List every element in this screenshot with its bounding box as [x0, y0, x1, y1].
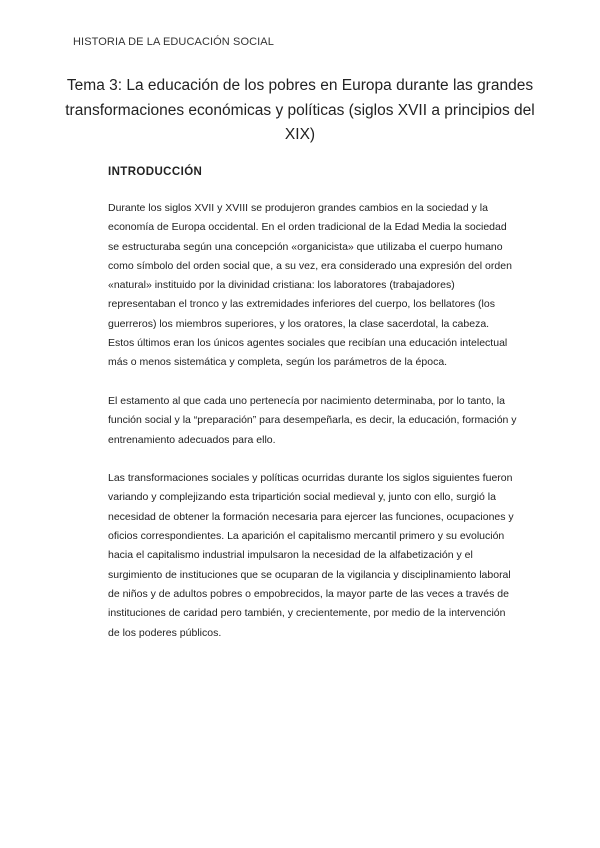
body-text — [108, 199, 518, 662]
paragraph: Durante los siglos XVII y XVIII se produjeron grandes cambios en la sociedad y la economía de Europa occidental. En el orden tradicional de la Edad Media la sociedad se estructuraba según una concepción «organicista» que utilizaba el cuerpo humano como símbolo del orden social que, a su vez, era considerado una expresión del orden «natural» instituido por la divinidad cristiana: los laboratores (trabajadores) representaban el tronco y las extremidades inferiores del cuerpo, los bellatores (los guerreros) los miembros superiores, y los oratores, la clase sacerdotal, la cabeza. Estos últimos eran los únicos agentes sociales que recibían una educación intelectual más o menos sistemática y completa, según los parámetros de la época. — [108, 202, 512, 369]
section-heading: INTRODUCCIÓN — [108, 166, 203, 178]
paragraph: El estamento al que cada uno pertenecía por nacimiento determinaba, por lo tanto, la función social y la “preparación” para desempeñarla, es decir, la educación, formación y entrenamiento adecuados para ello. — [108, 394, 517, 446]
running-header: HISTORIA DE LA EDUCACIÓN SOCIAL — [73, 36, 274, 48]
paragraph: Las transformaciones sociales y políticas ocurridas durante los siglos siguientes fueron variando y complejizando esta tripartición social medieval y, junto con ello, surgió la necesidad de obtener la formación necesaria para ejercer las funciones, ocupaciones y oficios correspondientes. La aparición el capitalismo mercantil primero y su evolución hacia el capitalismo industrial impulsaron la necesidad de la alfabetización y el surgimiento de instituciones que se ocuparan de la vigilancia y disciplinamiento laboral de niños y de adultos pobres o empobrecidos, la mayor parte de las veces a través de instituciones de caridad pero también, y crecientemente, por medio de la intervención de los poderes públicos. — [108, 472, 514, 639]
document-title: Tema 3: La educación de los pobres en Europa durante las grandes transformaciones económicas y políticas (siglos XVII a principios del XIX) — [65, 77, 535, 143]
